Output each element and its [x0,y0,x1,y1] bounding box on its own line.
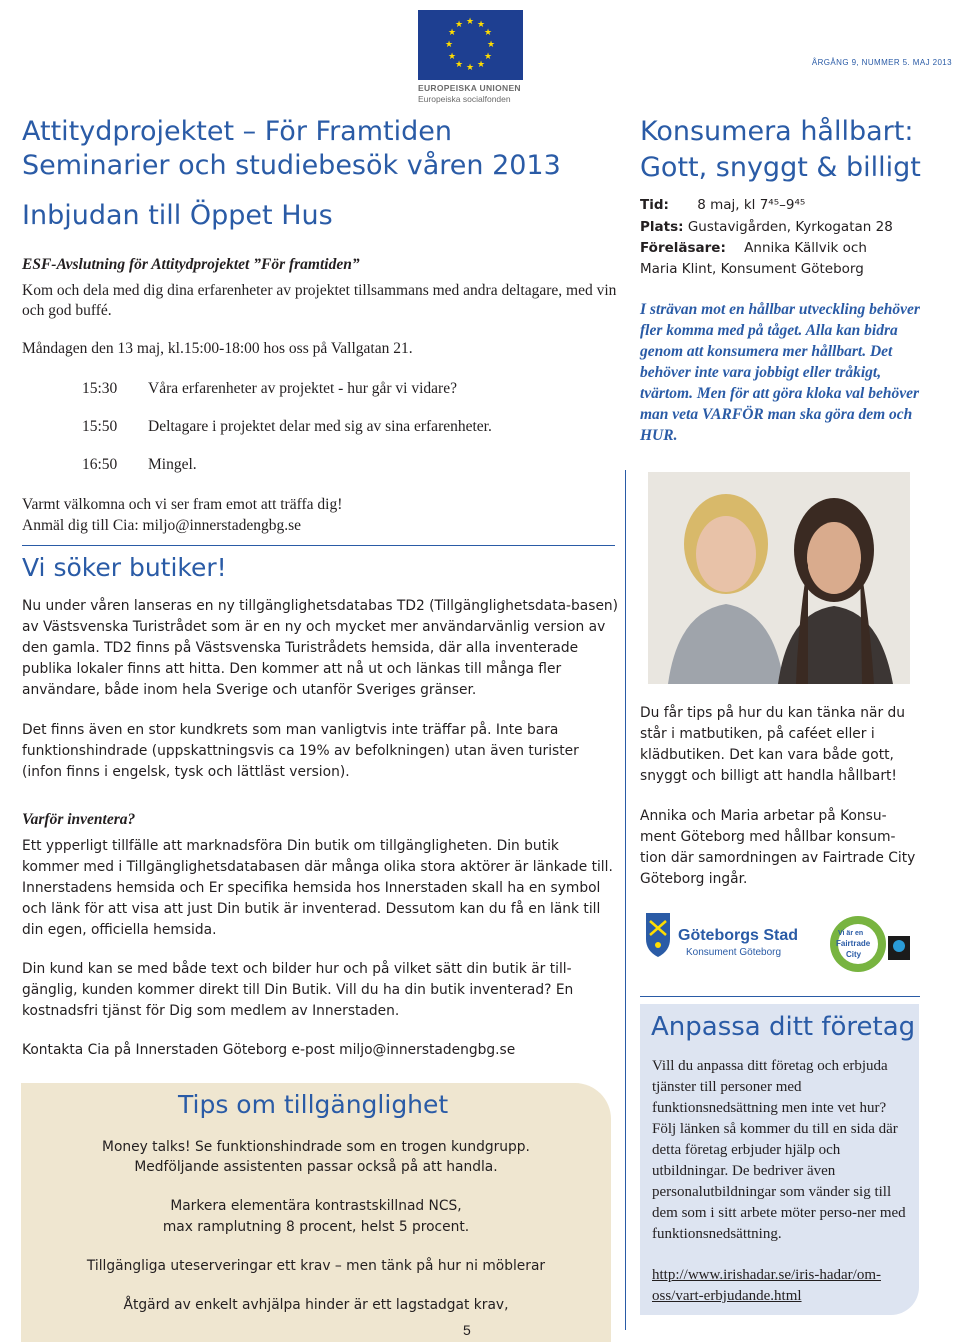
sidebar-subtitle: Gott, snyggt & billigt [640,152,921,183]
eu-logo-subtext: Europeiska socialfonden [418,94,511,104]
page-title: Attitydprojektet – För Framtiden [22,116,452,147]
signup-text: Anmäl dig till Cia: miljo@innerstadengbg.se [22,517,302,534]
anpassa-title: Anpassa ditt företag [651,1012,916,1042]
speaker-label: Föreläsare: [640,240,726,256]
divider [640,996,920,997]
svg-text:★: ★ [476,20,486,30]
svg-text:★: ★ [454,20,464,30]
eu-logo-text: EUROPEISKA UNIONEN [418,83,521,93]
fairtrade-city-logo [818,910,914,972]
place-label: Plats: [640,219,684,235]
time-label: Tid: [640,197,669,213]
contact-text: Kontakta Cia på Innerstaden Göteborg e-post miljo@innerstadengbg.se [22,1042,516,1058]
sidebar-title: Konsumera hållbart: [640,116,914,147]
svg-text:★: ★ [465,17,475,27]
intro-paragraph: Kom och dela med dig dina erfarenheter av projektet tillsammans med andra deltagare, med vin och god buffé. [22,282,617,319]
speaker-value: Annika Källvik och [744,240,867,256]
anpassa-paragraph: Vill du anpassa ditt företag och erbjuda tjänster till personer med funktionsnedsättning men inte vet hur? Följ länken så kommer du till en sida där detta företag erbjuder hjälp och utbildningar. De bedriver även personalutbildningar som vänder sig till dem som i sitt arbete möter perso-ner med funktionsnedsättning. [652,1058,906,1242]
tips-title: Tips om tillgänglighet [178,1090,449,1119]
tips-line: max ramplutning 8 procent, helst 5 procent. [162,1219,470,1235]
schedule-item: Våra erfarenheter av projektet - hur går vi vidare? [148,380,457,397]
eu-logo [418,10,523,105]
schedule-time: 16:50 [82,456,118,473]
page-subtitle: Seminarier och studiebesök våren 2013 [22,150,561,181]
photo-caption-2: Annika och Maria arbetar på Konsu-ment Göteborg med hållbar konsum-tion där samordningen av Fairtrade City Göteborg ingår. [640,808,916,887]
speakers-photo [648,472,910,684]
anpassa-link[interactable]: http://www.irishadar.se/iris-hadar/om-oss/vart-erbjudande.html [652,1267,881,1304]
divider [22,545,615,546]
issue-label: ÅRGÅNG 9, NUMMER 5. MAJ 2013 [811,58,952,67]
section-subtitle: Varför inventera? [22,811,136,828]
event-date: Måndagen den 13 maj, kl.15:00-18:00 hos oss på Vallgatan 21. [22,340,413,357]
welcome-text: Varmt välkomna och vi ser fram emot att träffa dig! [22,496,343,513]
logo-text: Vi är en [838,930,864,937]
paragraph: Din kund kan se med både text och bilder hur och på vilket sätt din butik är till-gänglig, kunden kommer direkt till Din Butik. Vill du ha din butik inventerad? En kostnadsfri tjänst för Dig som medlem av Innerstaden. [22,961,574,1019]
svg-text:★: ★ [465,63,475,73]
schedule-time: 15:30 [82,380,118,397]
logo-text: Fairtrade [836,939,871,948]
logo-text: City [846,950,862,959]
svg-text:★: ★ [444,40,454,50]
tips-line: Åtgärd av enkelt avhjälpa hinder är ett lagstadgat krav, [123,1297,509,1313]
photo-caption: Du får tips på hur du kan tänka när du står i matbutiken, på caféet eller i klädbutiken. Det kan vara både gott, snyggt och billigt att handla hållbart! [640,705,906,784]
paragraph: Ett ypperligt tillfälle att marknadsföra Din butik om tillgängligheten. Din butik kommer med i Tillgänglighetsdatabasen där många olika stora aktörer är länkade till. Innerstadens hemsida och Er specifika hemsida hos Innerstaden skall ha en symbol och länk för att visa att just Din butik är inventerad. Dessutom kan du få en länk till din egen, officiella hemsida. [22,838,613,938]
svg-text:★: ★ [447,52,457,62]
tips-line: Medföljande assistenten passar också på att handla. [134,1159,498,1175]
page-number: 5 [463,1322,471,1338]
svg-text:★: ★ [476,60,486,70]
svg-text:★: ★ [454,60,464,70]
invitation-title: Inbjudan till Öppet Hus [22,200,333,231]
time-info [640,197,805,213]
logo-text: Göteborgs Stad [678,927,799,944]
svg-text:★: ★ [447,28,457,38]
highlight-paragraph: I strävan mot en hållbar utveckling behöver fler komma med på tåget. Alla kan bidra genom att konsumera mer hållbart. Det behöver inte vara jobbigt eller tråkigt, tvärtom. Men för att göra kloka val behöver man veta VARFÖR man ska göra dem och HUR. [640,301,920,444]
svg-text:★: ★ [483,52,493,62]
time-value: 8 maj, kl 7⁴⁵–9⁴⁵ [697,197,806,213]
tips-line: Markera elementära kontrastskillnad NCS, [170,1198,462,1214]
schedule-time: 15:50 [82,418,118,435]
svg-text:★: ★ [486,40,496,50]
schedule-item: Mingel. [148,456,197,473]
goteborgs-stad-logo [642,905,812,965]
svg-text:★: ★ [483,28,493,38]
tips-line: Tillgängliga uteserveringar ett krav – men tänk på hur ni möblerar [86,1258,546,1274]
logo-subtext: Konsument Göteborg [686,947,782,958]
place-info [640,219,893,235]
paragraph: Nu under våren lanseras en ny tillgänglighetsdatabas TD2 (Tillgänglighetsdata-basen) av Västsvenska Turistrådet som är en ny och mycket mer användarvänlig version av den gamla. TD2 finns på Västsvenska Turistrådets hemsida, där alla inventerade publika lokaler finns att hitta. Den kommer att nå ut och länkas till många fler användare, både inom hela Sverige och utanför Sveriges gränser. [22,598,619,698]
speaker-info [640,240,867,256]
speaker-value-2: Maria Klint, Konsument Göteborg [640,261,864,277]
tips-line: Money talks! Se funktionshindrade som en trogen kundgrupp. [102,1139,530,1155]
schedule-item: Deltagare i projektet delar med sig av sina erfarenheter. [148,418,492,435]
paragraph: Det finns även en stor kundkrets som man vanligtvis inte träffar på. Inte bara funktionshindrade (uppskattningsvis ca 19% av befolkningen) utan även turister (infon finns i engelsk, tysk och lättläst version). [22,722,579,780]
column-divider [625,470,626,1330]
eu-flag-icon [418,10,523,80]
section-title: Vi söker butiker! [22,553,227,582]
esf-heading: ESF-Avslutning för Attitydprojektet ”För framtiden” [22,256,360,273]
place-value: Gustavigården, Kyrkogatan 28 [687,219,893,235]
